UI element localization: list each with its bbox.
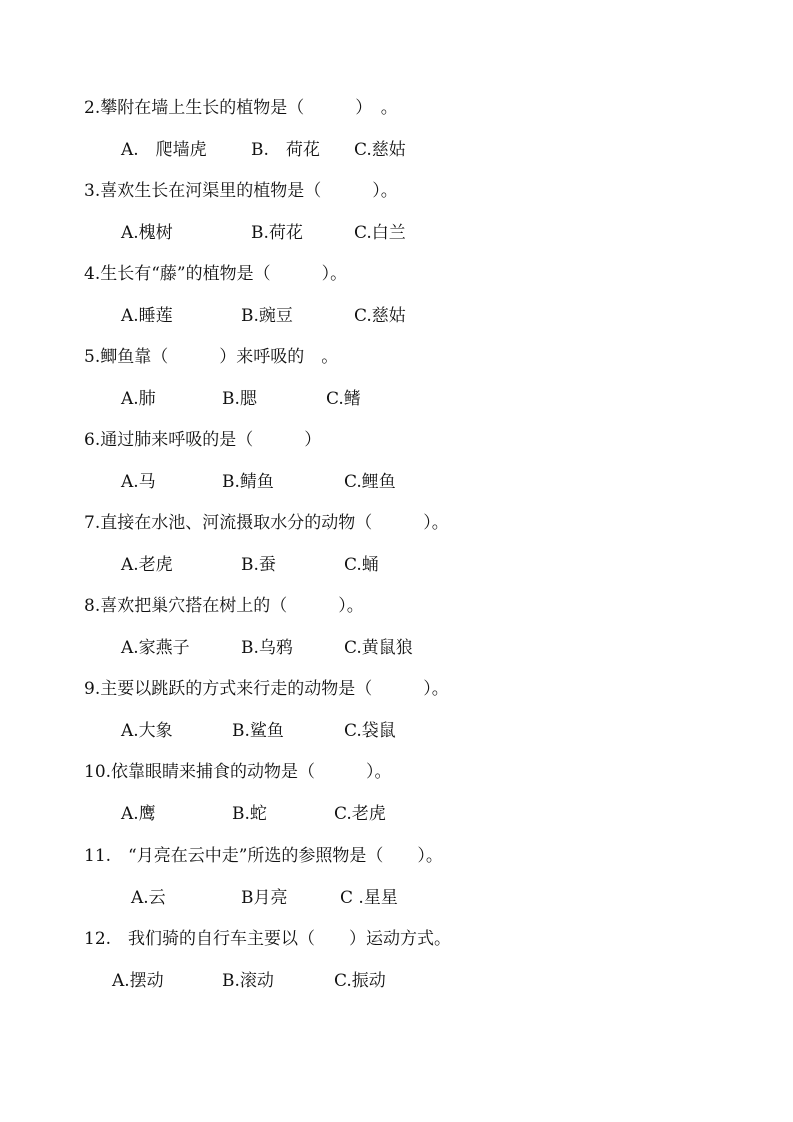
question-5-option-c: C.鳍	[326, 389, 361, 409]
question-11-stem: 11. “月亮在云中走”所选的参照物是（ ）。	[84, 846, 443, 866]
question-2-option-c: C.慈姑	[354, 140, 406, 160]
question-8-option-b: B.乌鸦	[241, 638, 293, 658]
question-8-option-a: A.家燕子	[121, 638, 190, 658]
question-11-option-b: B月亮	[241, 888, 288, 908]
question-6-stem: 6.通过肺来呼吸的是（ ）	[84, 430, 322, 450]
question-11-option-a: A.云	[131, 888, 166, 908]
question-12-option-c: C.振动	[334, 971, 386, 991]
question-9-option-b: B.鲨鱼	[232, 721, 284, 741]
question-6-option-a: A.马	[121, 472, 156, 492]
question-7-option-b: B.蚕	[241, 555, 276, 575]
question-2-stem: 2.攀附在墙上生长的植物是（ ） 。	[84, 98, 398, 118]
question-2-option-a: A. 爬墙虎	[121, 140, 207, 160]
question-2-option-b: B. 荷花	[251, 140, 320, 160]
question-10-option-b: B.蛇	[232, 804, 267, 824]
question-5-option-b: B.腮	[222, 389, 257, 409]
question-3-option-c: C.白兰	[354, 223, 406, 243]
question-7-stem: 7.直接在水池、河流摄取水分的动物（ ）。	[84, 513, 449, 533]
question-10-option-c: C.老虎	[334, 804, 386, 824]
question-3-stem: 3.喜欢生长在河渠里的植物是（ ）。	[84, 181, 398, 201]
question-9-stem: 9.主要以跳跃的方式来行走的动物是（ ）。	[84, 679, 449, 699]
question-7-option-c: C.蛹	[344, 555, 379, 575]
question-6-option-c: C.鲤鱼	[344, 472, 396, 492]
question-5-stem: 5.鲫鱼靠（ ）来呼吸的 。	[84, 347, 339, 367]
question-5-option-a: A.肺	[121, 389, 156, 409]
question-10-stem: 10.依靠眼睛来捕食的动物是（ ）。	[84, 762, 392, 782]
question-3-option-b: B.荷花	[251, 223, 303, 243]
question-10-option-a: A.鹰	[121, 804, 156, 824]
question-3-option-a: A.槐树	[121, 223, 173, 243]
question-11-option-c: C .星星	[340, 888, 398, 908]
question-7-option-a: A.老虎	[121, 555, 173, 575]
question-8-stem: 8.喜欢把巢穴搭在树上的（ ）。	[84, 596, 364, 616]
question-4-option-a: A.睡莲	[121, 306, 173, 326]
question-4-stem: 4.生长有“藤”的植物是（ ）。	[84, 264, 348, 284]
question-4-option-b: B.豌豆	[241, 306, 293, 326]
question-9-option-a: A.大象	[121, 721, 173, 741]
question-12-option-a: A.摆动	[112, 971, 164, 991]
question-9-option-c: C.袋鼠	[344, 721, 396, 741]
question-12-stem: 12. 我们骑的自行车主要以（ ）运动方式。	[84, 929, 452, 949]
question-12-option-b: B.滚动	[222, 971, 274, 991]
question-4-option-c: C.慈姑	[354, 306, 406, 326]
question-6-option-b: B.鲭鱼	[222, 472, 274, 492]
question-8-option-c: C.黄鼠狼	[344, 638, 413, 658]
